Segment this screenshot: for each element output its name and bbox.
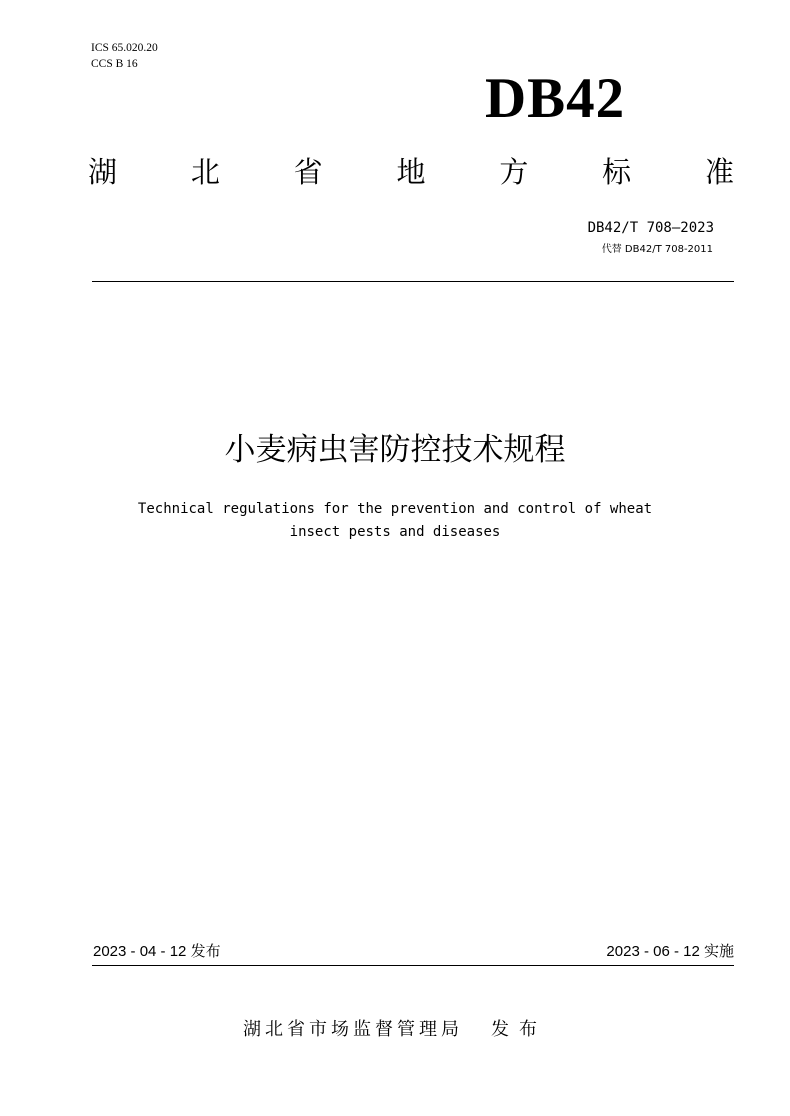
header-divider [92,281,734,282]
standard-type-char: 方 [499,155,529,189]
standard-type-char: 湖 [88,155,118,189]
standard-type-char: 准 [704,155,734,189]
title-english-line: insect pests and diseases [289,524,501,540]
document-title-english [0,498,790,544]
ccs-code: CCS B 16 [91,58,138,70]
standard-type-char: 省 [293,155,323,189]
standard-type-heading [88,152,734,192]
standard-type-char: 北 [190,155,220,189]
standard-type-char: 地 [396,155,426,189]
document-title-chinese: 小麦病虫害防控技术规程 [224,432,566,468]
issuer-line [0,1016,790,1044]
implementation-date: 2023 - 06 - 12 实施 [606,943,734,960]
replaces-standard: 代替 DB42/T 708-2011 [601,244,713,255]
standard-code-logo: DB42 [485,67,626,130]
standard-type-char: 标 [602,155,632,189]
classification-codes [91,40,158,72]
issue-action: 发布 [491,1019,547,1040]
footer-divider [92,965,734,966]
issuing-authority: 湖北省市场监督管理局 [243,1019,463,1040]
ics-code: ICS 65.020.20 [91,42,158,54]
issue-date: 2023 - 04 - 12 发布 [93,943,221,960]
standard-number: DB42/T 708—2023 [587,220,714,236]
title-english-line: Technical regulations for the prevention and control of wheat [137,501,653,517]
